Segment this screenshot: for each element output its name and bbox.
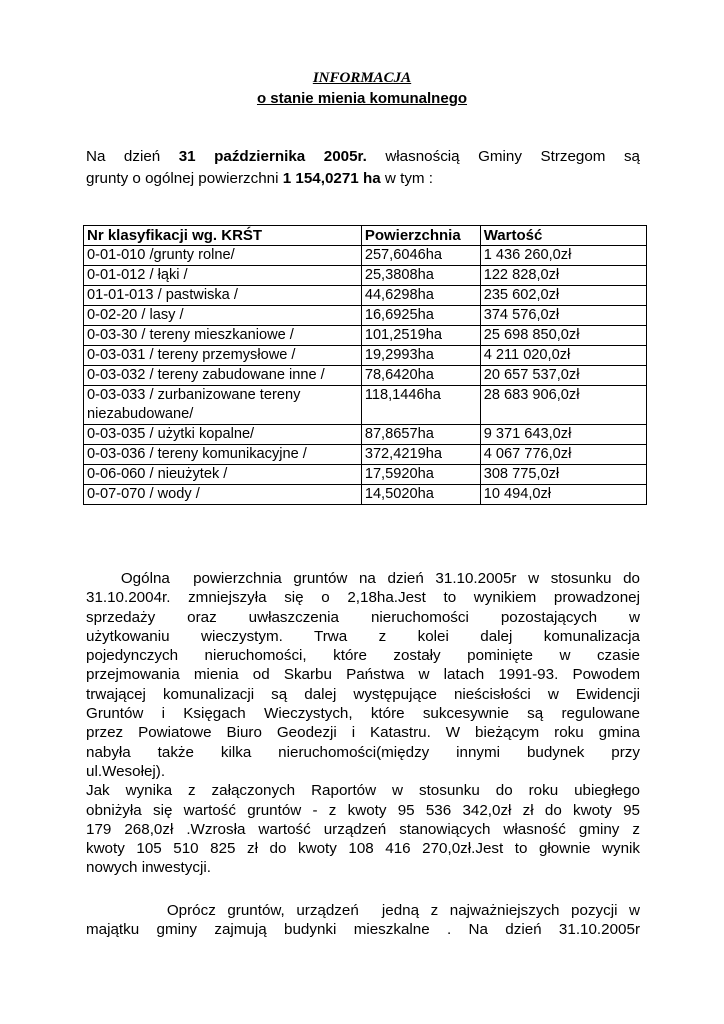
total-area: 1 154,0271 ha: [282, 170, 381, 187]
table-row: [84, 445, 647, 465]
cell-classification: 0-03-031 / tereny przemysłowe /: [84, 346, 362, 366]
cell-value: 20 657 537,0zł: [480, 366, 646, 386]
cell-area: 19,2993ha: [361, 346, 480, 366]
cell-value: 235 602,0zł: [480, 286, 646, 306]
text-line: obniżyła się wartość gruntów - z kwoty 95 536 342,0zł zł do kwoty 95: [86, 801, 640, 819]
cell-classification: 0-03-035 / użytki kopalne/: [84, 425, 362, 445]
text-line: kwoty 105 510 825 zł do kwoty 108 416 270,0zł.Jest to głownie wynik: [86, 840, 640, 858]
text-line: 31.10.2004r. zmniejszyła się o 2,18ha.Jest to wynikiem prowadzonej: [86, 589, 640, 607]
cell-value: 28 683 906,0zł: [480, 386, 646, 425]
table-row: [84, 386, 647, 425]
cell-area: 25,3808ha: [361, 266, 480, 286]
text-line: przez Powiatowe Biuro Geodezji i Katastru. W bieżącym roku gmina: [86, 724, 640, 742]
text-line: Oprócz gruntów, urządzeń jedną z najważniejszych pozycji w: [86, 902, 640, 919]
summary-paragraph: [86, 569, 640, 878]
header-classification: Nr klasyfikacji wg. KRŚT: [84, 226, 362, 246]
cell-classification: 0-02-20 / lasy /: [84, 306, 362, 326]
text-line: pojedynczych nieruchomości, które zostały pominięte w czasie: [86, 647, 640, 665]
intro-line-1: Na dzień 31 października 2005r. własnością Gminy Strzegom są: [86, 148, 640, 165]
cell-classification: 01-01-013 / pastwiska /: [84, 286, 362, 306]
cell-classification: 0-03-30 / tereny mieszkaniowe /: [84, 326, 362, 346]
table-row: [84, 326, 647, 346]
text-line: użytkowaniu wieczystym. Trwa z kolei dalej komunalizacja: [86, 627, 640, 645]
report-date: 31 października 2005r.: [178, 148, 367, 165]
cell-value: 1 436 260,0zł: [480, 246, 646, 266]
header-value: Wartość: [480, 226, 646, 246]
table-row: [84, 286, 647, 306]
text-line: Gruntów i Księgach Wieczystych, które sukcesywnie są regulowane: [86, 705, 640, 723]
text-line: Ogólna powierzchnia gruntów na dzień 31.10.2005r w stosunku do: [86, 570, 640, 587]
document-title: INFORMACJA: [312, 70, 412, 86]
text-line: Jak wynika z załączonych Raportów w stosunku do roku ubiegłego: [86, 782, 640, 800]
text-line: przejmowania mienia od Skarbu Państwa w latach 1991-93. Powodem: [86, 666, 640, 684]
intro-line-2: grunty o ogólnej powierzchni 1 154,0271 ha w tym :: [86, 170, 433, 187]
text-line: 179 268,0zł .Wzrosła wartość urządzeń stanowiących własność gminy z: [86, 820, 640, 838]
table-row: [84, 246, 647, 266]
text-line: majątku gminy zajmują budynki mieszkalne . Na dzień 31.10.2005r: [86, 921, 640, 939]
buildings-paragraph: [86, 901, 640, 940]
intro-paragraph: [86, 146, 640, 190]
cell-value: 4 067 776,0zł: [480, 445, 646, 465]
table-row: [84, 485, 647, 505]
cell-classification: 0-03-032 / tereny zabudowane inne /: [84, 366, 362, 386]
text-line: ul.Wesołej).: [86, 762, 166, 780]
table-row: [84, 266, 647, 286]
cell-value: 10 494,0zł: [480, 485, 646, 505]
cell-area: 16,6925ha: [361, 306, 480, 326]
cell-area: 372,4219ha: [361, 445, 480, 465]
cell-area: 44,6298ha: [361, 286, 480, 306]
cell-value: 25 698 850,0zł: [480, 326, 646, 346]
cell-area: 118,1446ha: [361, 386, 480, 425]
cell-area: 257,6046ha: [361, 246, 480, 266]
cell-area: 87,8657ha: [361, 425, 480, 445]
cell-classification: 0-01-010 /grunty rolne/: [84, 246, 362, 266]
cell-area: 17,5920ha: [361, 465, 480, 485]
cell-classification: 0-07-070 / wody /: [84, 485, 362, 505]
cell-value: 9 371 643,0zł: [480, 425, 646, 445]
text-line: sprzedaży oraz uwłaszczenia nieruchomości pozostających w: [86, 608, 640, 626]
text-line: trwającej komunalizacji są dalej występujące nieścisłości w Ewidencji: [86, 685, 640, 703]
cell-area: 14,5020ha: [361, 485, 480, 505]
document-subtitle: o stanie mienia komunalnego: [256, 90, 468, 107]
land-classification-table: [83, 225, 647, 505]
table-row: [84, 346, 647, 366]
table-header-row: [84, 226, 647, 246]
cell-classification: 0-03-033 / zurbanizowane tereny niezabudowane/: [84, 386, 362, 425]
cell-classification: 0-01-012 / łąki /: [84, 266, 362, 286]
cell-classification: 0-06-060 / nieużytek /: [84, 465, 362, 485]
cell-value: 122 828,0zł: [480, 266, 646, 286]
cell-value: 4 211 020,0zł: [480, 346, 646, 366]
table-row: [84, 306, 647, 326]
cell-value: 374 576,0zł: [480, 306, 646, 326]
cell-classification: 0-03-036 / tereny komunikacyjne /: [84, 445, 362, 465]
cell-value: 308 775,0zł: [480, 465, 646, 485]
header-area: Powierzchnia: [361, 226, 480, 246]
text-line: nowych inwestycji.: [86, 859, 211, 877]
table-row: [84, 465, 647, 485]
cell-area: 101,2519ha: [361, 326, 480, 346]
cell-area: 78,6420ha: [361, 366, 480, 386]
table-row: [84, 425, 647, 445]
table-row: [84, 366, 647, 386]
text-line: nabyła także kilka nieruchomości(między innymi budynek przy: [86, 743, 640, 761]
